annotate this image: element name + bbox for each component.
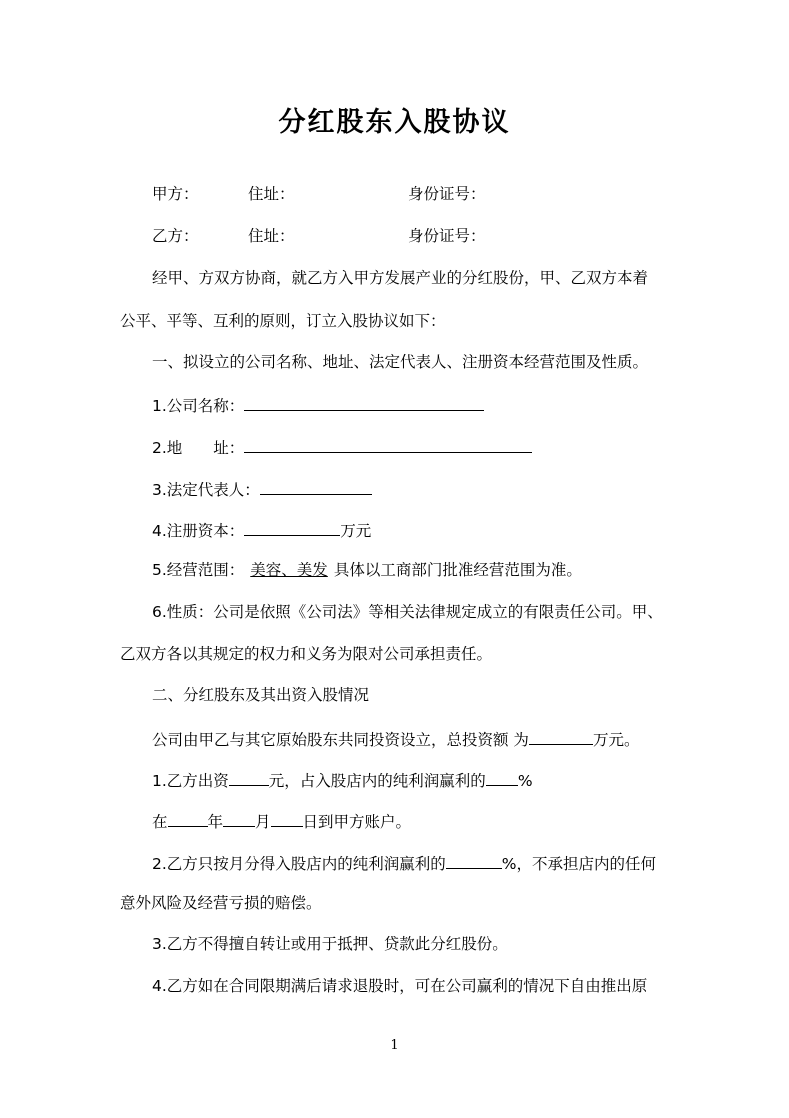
section2-heading: 二、分红股东及其出资入股情况: [152, 686, 370, 704]
party-b-address-label: 住址：: [248, 227, 295, 245]
investment-percent-sign: %: [517, 772, 533, 790]
company-name-row: [152, 393, 484, 416]
total-investment-unit: 万元。: [592, 731, 640, 749]
document-title: 分红股东入股协议: [278, 107, 511, 138]
investment-row: [152, 768, 533, 791]
company-name-blank: [244, 393, 484, 411]
total-investment-row: [152, 727, 639, 750]
monthly-dividend-blank: [446, 851, 502, 869]
payment-date-prefix: 在: [152, 813, 168, 831]
payment-year-label: 年: [207, 813, 224, 831]
business-scope-note: 具体以工商部门批准经营范围为准。: [333, 561, 582, 579]
registered-capital-row: [152, 518, 371, 541]
payment-day-blank: [271, 809, 303, 827]
total-investment-blank: [529, 727, 593, 745]
business-scope-label: 5.经营范围：: [152, 561, 245, 579]
payment-day-suffix: 日到甲方账户。: [302, 813, 412, 831]
registered-capital-blank: [244, 518, 340, 536]
address-row: [152, 435, 532, 458]
party-a-id-label: 身份证号：: [408, 185, 486, 203]
page-number: 1: [390, 1038, 399, 1053]
transfer-restriction: 3.乙方不得擅自转让或用于抵押、贷款此分红股份。: [152, 935, 508, 953]
party-b-label: 乙方：: [152, 227, 199, 245]
legal-rep-label: 3.法定代表人：: [152, 481, 260, 499]
registered-capital-label: 4.注册资本：: [152, 522, 245, 540]
investment-share-blank: [486, 768, 518, 786]
payment-month-blank: [223, 809, 255, 827]
intro-paragraph-line1: 经甲、方双方协商，就乙方入甲方发展产业的分红股份，甲、乙双方本着: [152, 269, 649, 287]
address-label: 2.地 址：: [152, 439, 245, 457]
monthly-dividend-row: [152, 851, 656, 874]
party-a-label: 甲方：: [152, 185, 199, 203]
nature-line2: 乙双方各以其规定的权力和义务为限对公司承担责任。: [120, 645, 493, 663]
monthly-dividend-tail: %，不承担店内的任何: [501, 855, 657, 873]
total-investment-text: 公司由甲乙与其它原始股东共同投资设立，总投资额 为: [152, 731, 529, 749]
registered-capital-unit: 万元: [340, 522, 372, 540]
legal-rep-blank: [260, 477, 372, 495]
payment-month-label: 月: [255, 813, 271, 831]
intro-paragraph-line2: 公平、平等、互利的原则，订立入股协议如下：: [120, 312, 446, 330]
legal-rep-row: [152, 477, 372, 500]
investment-label: 1.乙方出资: [152, 772, 229, 790]
monthly-dividend-line2: 意外风险及经营亏损的赔偿。: [120, 894, 322, 912]
withdrawal-clause: 4.乙方如在合同限期满后请求退股时，可在公司赢利的情况下自由推出原: [152, 977, 648, 995]
business-scope-value: 美容、美发: [250, 561, 328, 579]
payment-date-row: [152, 809, 411, 832]
monthly-dividend-text: 2.乙方只按月分得入股店内的纯利润赢利的: [152, 855, 446, 873]
investment-amount-blank: [229, 768, 269, 786]
company-name-label: 1.公司名称：: [152, 397, 245, 415]
address-blank: [244, 435, 532, 453]
business-scope-row: [152, 560, 582, 580]
payment-year-blank: [168, 809, 208, 827]
party-b-id-label: 身份证号：: [408, 227, 486, 245]
party-a-address-label: 住址：: [248, 185, 295, 203]
nature-line1: 6.性质：公司是依照《公司法》等相关法律规定成立的有限责任公司。甲、: [152, 603, 663, 621]
section1-heading: 一、拟设立的公司名称、地址、法定代表人、注册资本经营范围及性质。: [152, 353, 649, 371]
investment-share-text: 元，占入股店内的纯利润赢利的: [268, 772, 486, 790]
